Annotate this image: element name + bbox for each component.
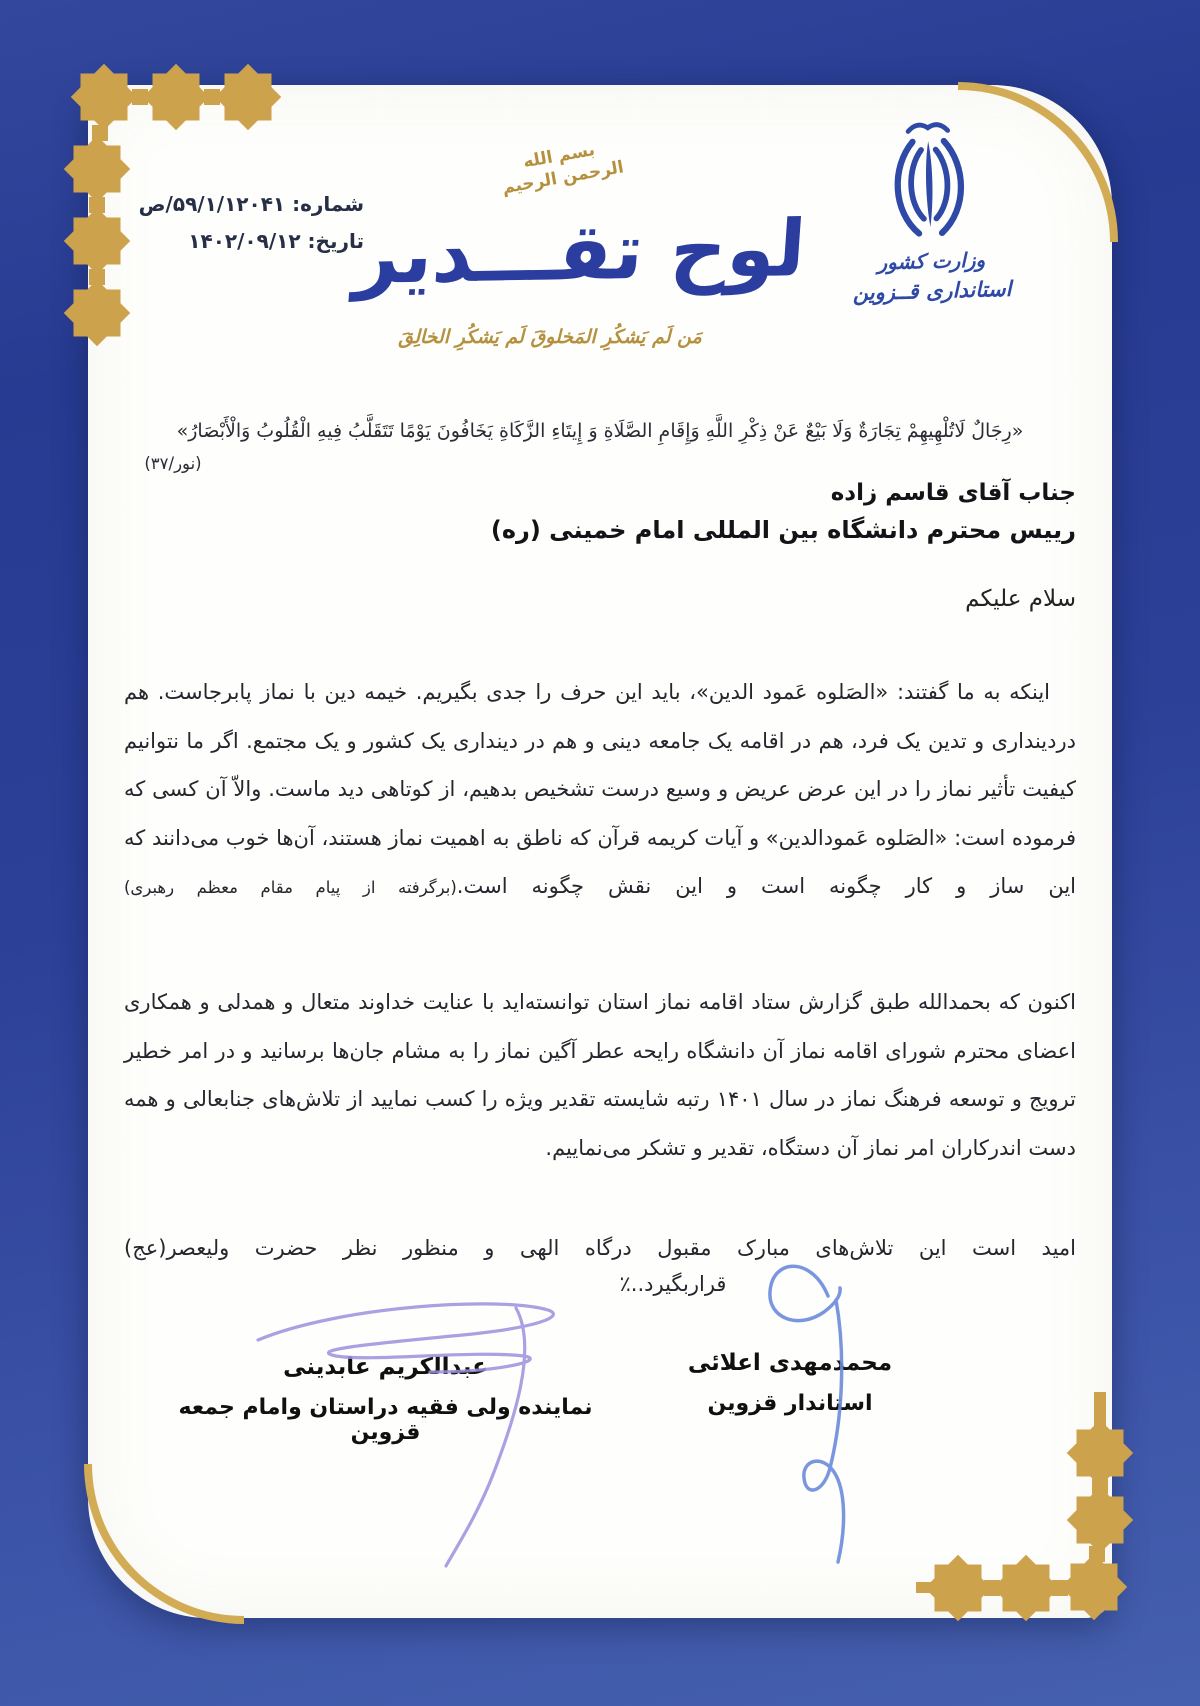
body-paragraph-2: اکنون که بحمدالله طبق گزارش ستاد اقامه نماز استان توانسته‌اید با عنایت خداوند متعال و همدلی و همکاری اعضای محترم شورای اقامه نماز آن دانشگاه رایحه عطر آگین نماز را به مشام جان‌ها برسانید و در امر خطیر ترویج و توسعه فرهنگ نماز در سال ۱۴۰۱ رتبه شایسته تقدیر ویژه را کسب نمایید از تلاش‌های جنابعالی و همه دست اندرکاران امر نماز آن دستگاه، تقدیر و تشکر می‌نماییم.: [124, 990, 1076, 1160]
recipient-name: جناب آقای قاسم زاده: [830, 480, 1076, 506]
ref-date-line: [112, 223, 364, 260]
verse-reference: (نور/۳۷): [144, 454, 202, 473]
signature-block-representative: [158, 1354, 613, 1445]
ref-date-value: ۱۴۰۲/۰۹/۱۲: [188, 229, 301, 253]
paragraph-1-text: اینکه به ما گفتند: «الصَلوه عَمود الدین»، باید این حرف را جدی بگیریم. خیمه دین با نماز پابرجاست. هم دردینداری و تدین یک فرد، هم در اقامه یک جامعه دینی و هم در دینداری یک کشور و یک مجتمع. اگر ما نتوانیم کیفیت تأثیر نماز را در این عرض عریض و وسیع درست تشخیص بدهیم، از کوتاهی دید ماست. والاّ آن کسی که فرموده است: «الصَلوه عَمودالدین» و آیات کریمه قرآن که ناطق به اهمیت نماز هستند، آن‌ها خوب می‌دانند که این ساز و کار چگونه است و این نقش چگونه است.: [124, 680, 1076, 898]
certificate-title: لوح تقـــدیر: [351, 204, 809, 302]
signature-right-name: محمدمهدی اعلائی: [687, 1350, 893, 1376]
ref-number-line: [112, 186, 364, 223]
org-name-line2: استانداری قــزوین: [852, 276, 1012, 306]
ref-date-label: تاریخ:: [307, 229, 364, 253]
iran-emblem-icon: [880, 117, 979, 243]
reference-block: [112, 186, 364, 260]
quran-verse: «رِجَالٌ لَاتُلْهِيهِمْ تِجَارَةٌ وَلَا بَيْعٌ عَنْ ذِكْرِ اللَّهِ وَإِقَامِ الصَّلَاةِ وَ إِيتَاءِ الزَّكَاةِ يَخَافُونَ يَوْمًا تَتَقَلَّبُ فِيهِ الْقُلُوبُ وَالْأَبْصَارُ»: [176, 420, 1024, 442]
recipient-title: رییس محترم دانشگاه بین المللی امام خمینی (ره): [490, 516, 1076, 544]
salutation: سلام علیکم: [965, 586, 1076, 612]
recipient-block: [124, 480, 1076, 544]
ref-number-value: ۵۹/۱/۱۲۰۴۱/ص: [138, 192, 286, 216]
letterhead-emblem-block: [804, 115, 1057, 309]
body-paragraph-1: [124, 668, 1076, 913]
closing-word: قراربگیرد..٪: [619, 1272, 727, 1296]
org-name-line1: وزارت کشور: [877, 247, 986, 275]
body-paragraph-3: امید است این تلاش‌های مبارک مقبول درگاه الهی و منظور نظر حضرت ولیعصر(عج): [124, 1236, 1076, 1260]
signature-block-governor: [655, 1350, 925, 1416]
hadith-subtitle: مَن لَم یَشکُرِ المَخلوقَ لَم یَشکُرِ الخالِقَ: [398, 326, 702, 348]
signature-left-title: نماینده ولی فقیه دراستان وامام جمعه قزوین: [178, 1395, 593, 1445]
leader-quote-attribution: (برگرفته از پیام مقام معظم رهبری): [124, 878, 457, 897]
bismillah-roundel: بسم الله الرحمن الرحیم: [500, 139, 626, 199]
signature-left-name: عبدالکریم عابدینی: [283, 1354, 488, 1380]
signature-right-title: استاندار قزوین: [707, 1391, 873, 1416]
ref-number-label: شماره:: [292, 192, 364, 216]
